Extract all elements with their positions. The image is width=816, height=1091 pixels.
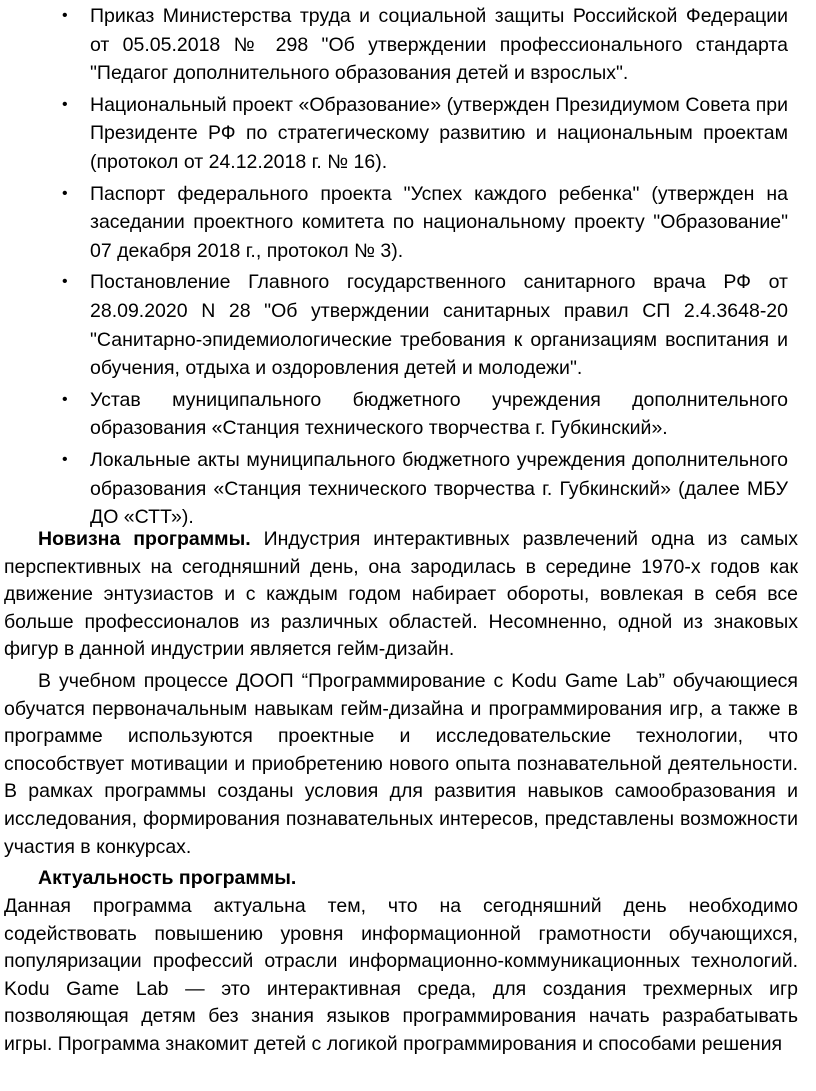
list-item (62, 91, 788, 177)
list-item-text: Паспорт федерального проекта "Успех каждого ребенка" (утвержден на заседании проектного комитета по национальному проекту "Образование" 07 декабря 2018 г., протокол № 3). (90, 182, 788, 262)
bullet-icon: • (62, 390, 68, 408)
novelty-heading: Новизна программы. (38, 528, 251, 550)
list-item-text: Национальный проект «Образование» (утвержден Президиумом Совета при Президенте РФ по стратегическому развитию и национальным проектам (протокол от 24.12.2018 г. № 16). (90, 93, 788, 173)
list-item (62, 2, 788, 88)
novelty-text: Индустрия интерактивных развлечений одна из самых перспективных на сегодняшний день, она зародилась в середине 1970-х годов как движение энтузиастов и с каждым годом набирает обороты, вовлекая в себя все больше профессионалов из различных областей. Несомненно, одной из знаковых фигур в данной индустрии является гейм-дизайн. (4, 528, 798, 661)
relevance-paragraph (4, 893, 798, 1059)
relevance-heading: Актуальность программы. (38, 867, 297, 889)
relevance-heading-line (4, 865, 798, 893)
list-item (62, 446, 788, 532)
list-item-text: Постановление Главного государственного санитарного врача РФ от 28.09.2020 N 28 "Об утверждении санитарных правил СП 2.4.3648-20 "Санитарно-эпидемиологические требования к организациям воспитания и обучения, отдыха и оздоровления детей и молодежи". (90, 271, 788, 380)
list-item-text: Приказ Министерства труда и социальной защиты Российской Федерации от 05.05.2018 № 298 "Об утверждении профессионального стандарта "Педагог дополнительного образования детей и взрослых". (90, 5, 788, 85)
list-item (62, 268, 788, 382)
bullet-icon: • (62, 95, 68, 113)
bullet-icon: • (62, 7, 68, 24)
bullet-icon: • (62, 450, 68, 468)
relevance-text: Данная программа актуальна тем, что на сегодняшний день необходимо содействовать повышению уровня информационной грамотности обучающихся, популяризации профессий отрасли информационно-коммуникационных технологий. Kodu Game Lab — это интерактивная среда, для создания трехмерных игр позволяющая детям без знания языков программирования начать разрабатывать игры. Программа знакомит детей с логикой программирования и способами решения (4, 895, 798, 1055)
list-item-text: Устав муниципального бюджетного учреждения дополнительного образования «Станция технического творчества г. Губкинский». (90, 388, 788, 440)
bullet-icon: • (62, 273, 68, 291)
bullet-icon: • (62, 184, 68, 202)
process-text: В учебном процессе ДООП “Программирование с Kodu Game Lab” обучающиеся обучатся первоначальным навыкам гейм-дизайна и программирования игр, а также в программе используются проектные и исследовательские технологии, что способствует мотивации и приобретению нового опыта познавательной деятельности. В рамках программы созданы условия для развития навыков самообразования и исследования, формирования познавательных интересов, представлены возможности участия в конкурсах. (4, 670, 798, 858)
novelty-paragraph (4, 526, 798, 664)
list-item (62, 386, 788, 443)
regulatory-documents-list (0, 2, 816, 532)
process-paragraph (4, 668, 798, 861)
list-item (62, 180, 788, 266)
list-item-text: Локальные акты муниципального бюджетного учреждения дополнительного образования «Станция технического творчества г. Губкинский» (далее МБУ ДО «СТТ»). (90, 448, 788, 529)
